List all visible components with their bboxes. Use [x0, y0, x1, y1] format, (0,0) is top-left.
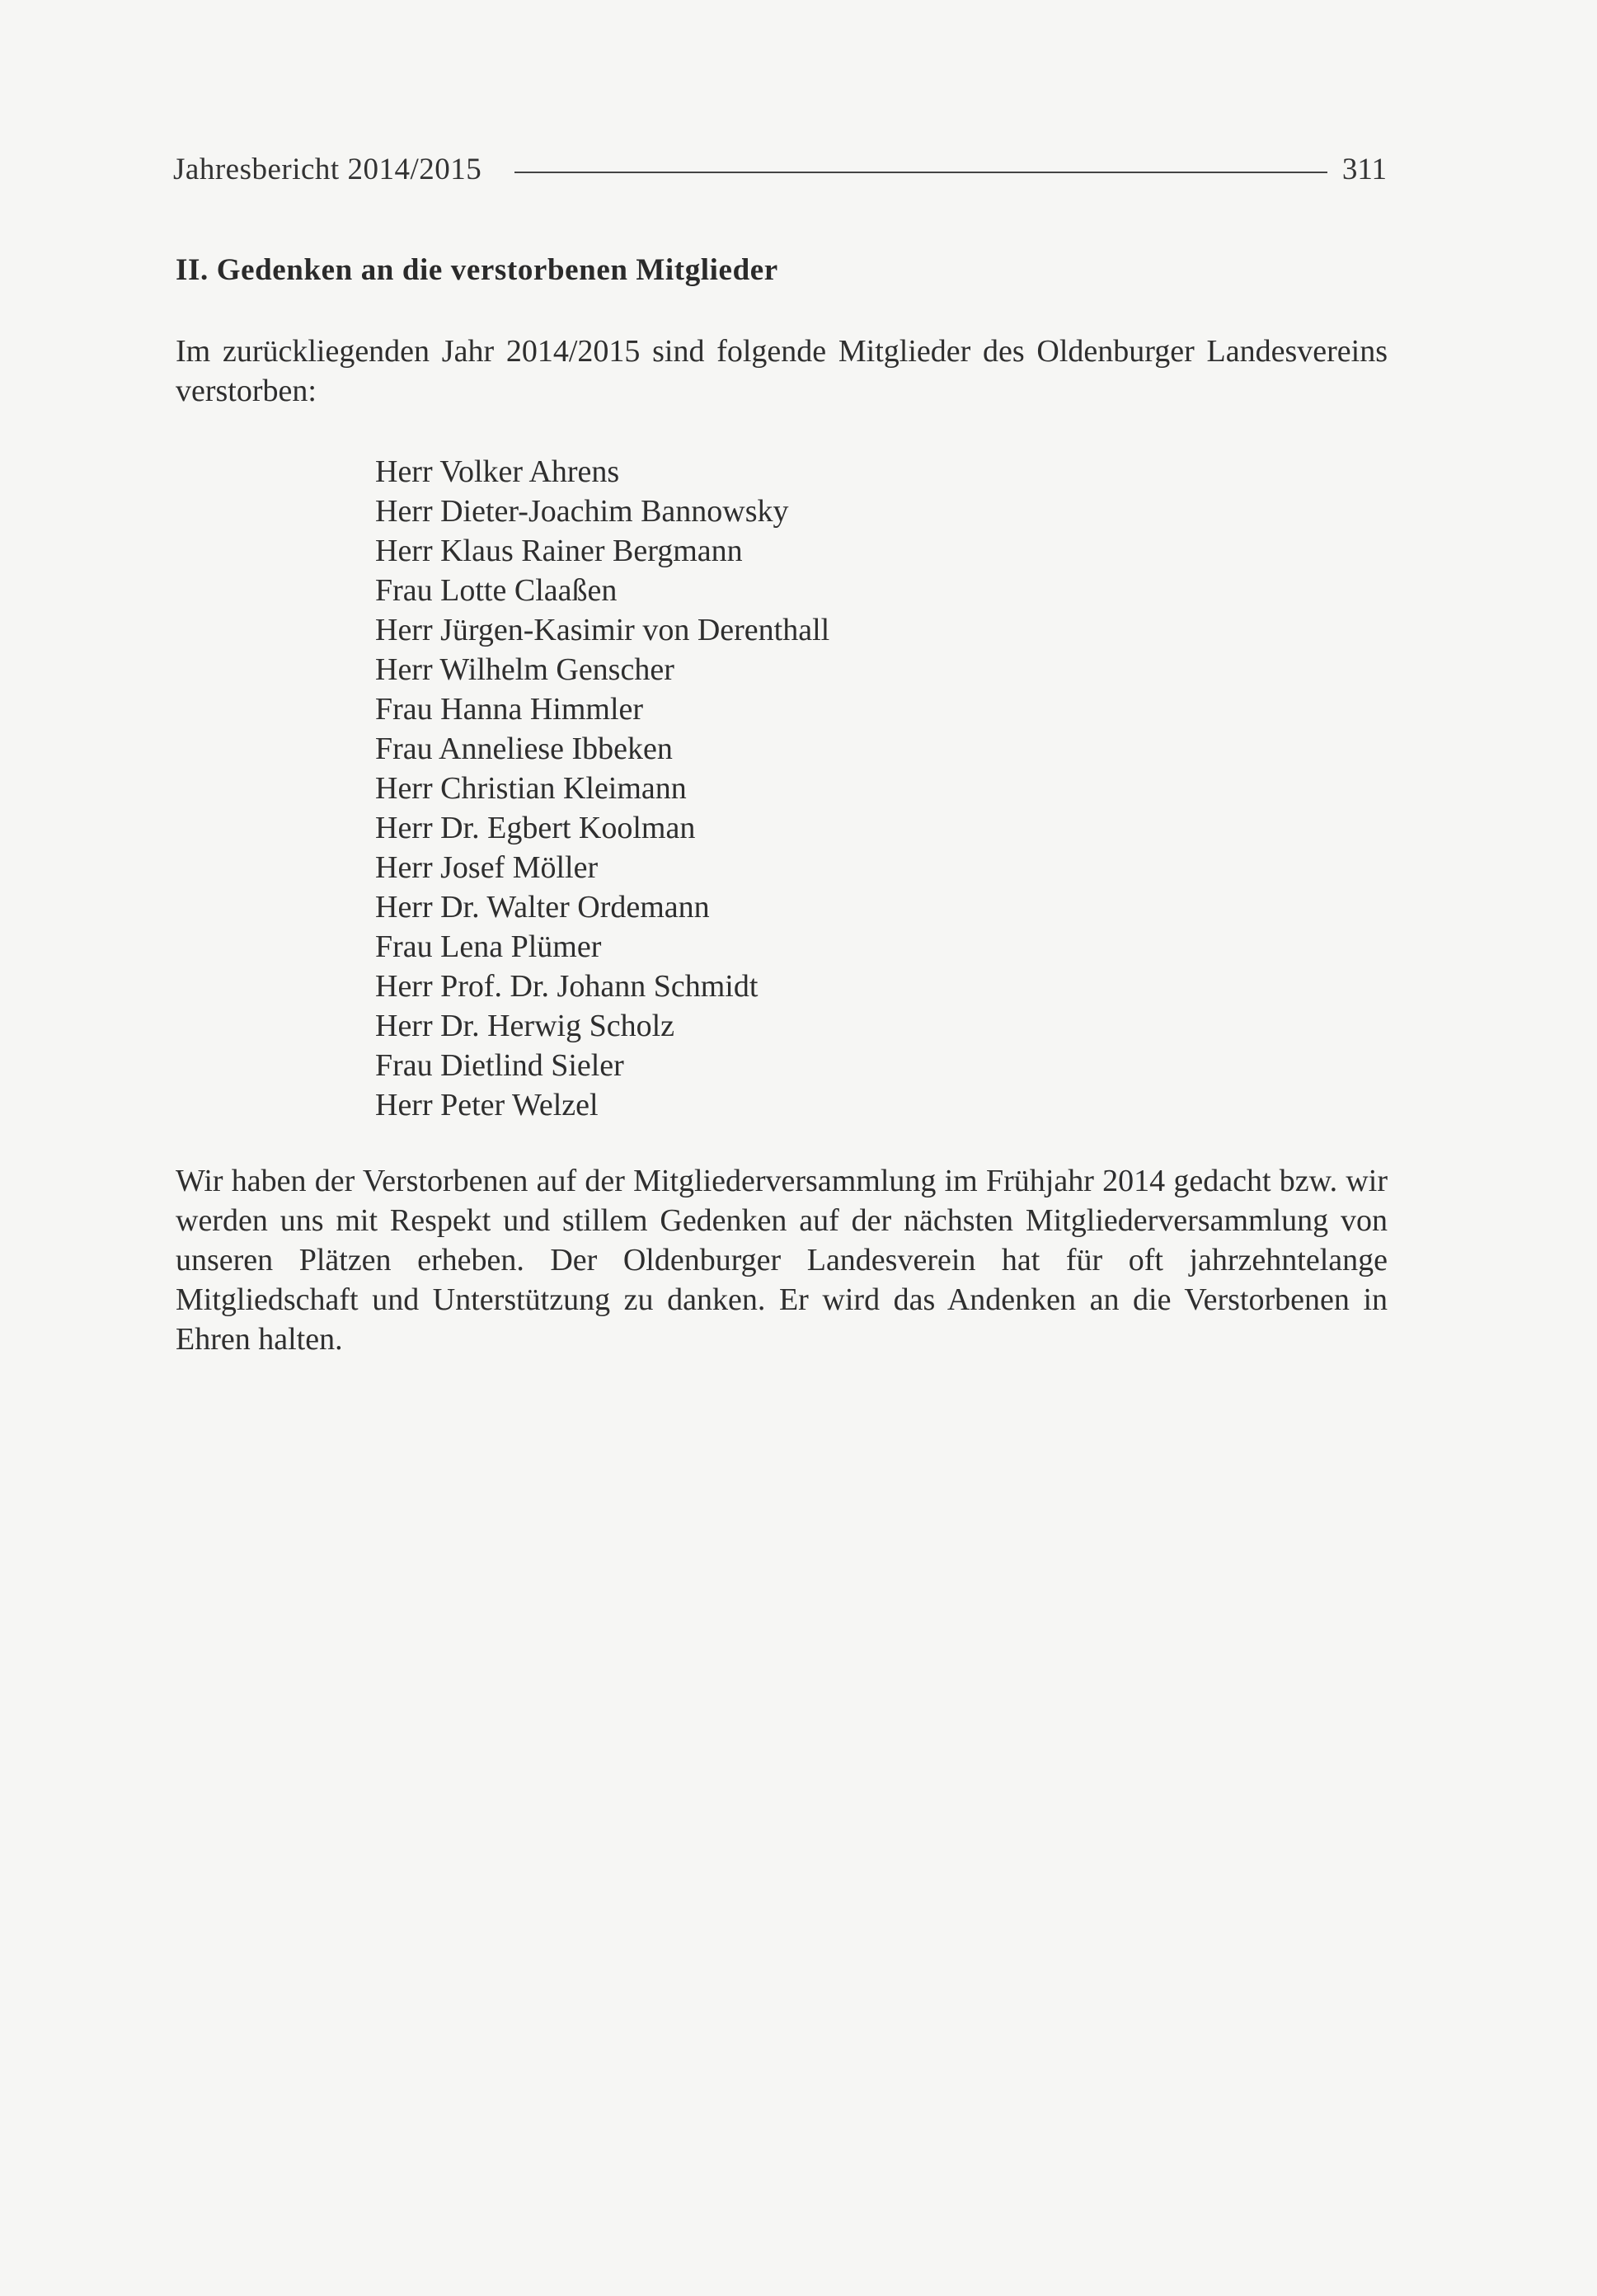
intro-paragraph: Im zurückliegenden Jahr 2014/2015 sind folgende Mitglieder des Oldenburger Landesvereins verstorben: — [176, 334, 1388, 408]
header-rule — [514, 172, 1327, 173]
running-title: Jahresbericht 2014/2015 — [173, 152, 482, 186]
member-name: Frau Anneliese Ibbeken — [375, 732, 673, 766]
member-name: Frau Dietlind Sieler — [375, 1048, 624, 1083]
member-name: Herr Josef Möller — [375, 850, 599, 885]
page-number: 311 — [1341, 152, 1387, 186]
member-name: Herr Wilhelm Genscher — [375, 652, 674, 687]
deceased-members-list — [375, 452, 829, 1125]
member-name: Frau Lotte Claaßen — [375, 573, 618, 608]
member-name: Herr Jürgen-Kasimir von Derenthall — [375, 613, 830, 647]
page-header — [173, 148, 1387, 190]
closing-paragraph: Wir haben der Verstorbenen auf der Mitgliederversammlung im Frühjahr 2014 gedacht bzw. wir werden uns mit Respekt und stillem Gedenken auf der nächsten Mitgliederversammlung von unseren Plätzen erheben. Der Oldenburger Landesverein hat für oft jahrzehntelange Mitgliedschaft und Unterstützung zu danken. Er wird das Andenken an die Verstorbenen in Ehren halten. — [176, 1164, 1388, 1357]
member-name: Herr Dr. Herwig Scholz — [375, 1009, 675, 1043]
member-name: Herr Prof. Dr. Johann Schmidt — [375, 969, 759, 1004]
member-name: Herr Dieter-Joachim Bannowsky — [375, 494, 789, 529]
member-name: Herr Dr. Egbert Koolman — [375, 811, 696, 845]
member-name: Frau Hanna Himmler — [375, 692, 644, 727]
member-name: Herr Christian Kleimann — [375, 771, 687, 806]
section-heading: II. Gedenken an die verstorbenen Mitglieder — [176, 253, 778, 287]
member-name: Herr Dr. Walter Ordemann — [375, 890, 710, 925]
member-name: Herr Klaus Rainer Bergmann — [375, 534, 743, 568]
member-name: Herr Volker Ahrens — [375, 454, 620, 489]
member-name: Herr Peter Welzel — [375, 1088, 599, 1122]
member-name: Frau Lena Plümer — [375, 929, 602, 964]
